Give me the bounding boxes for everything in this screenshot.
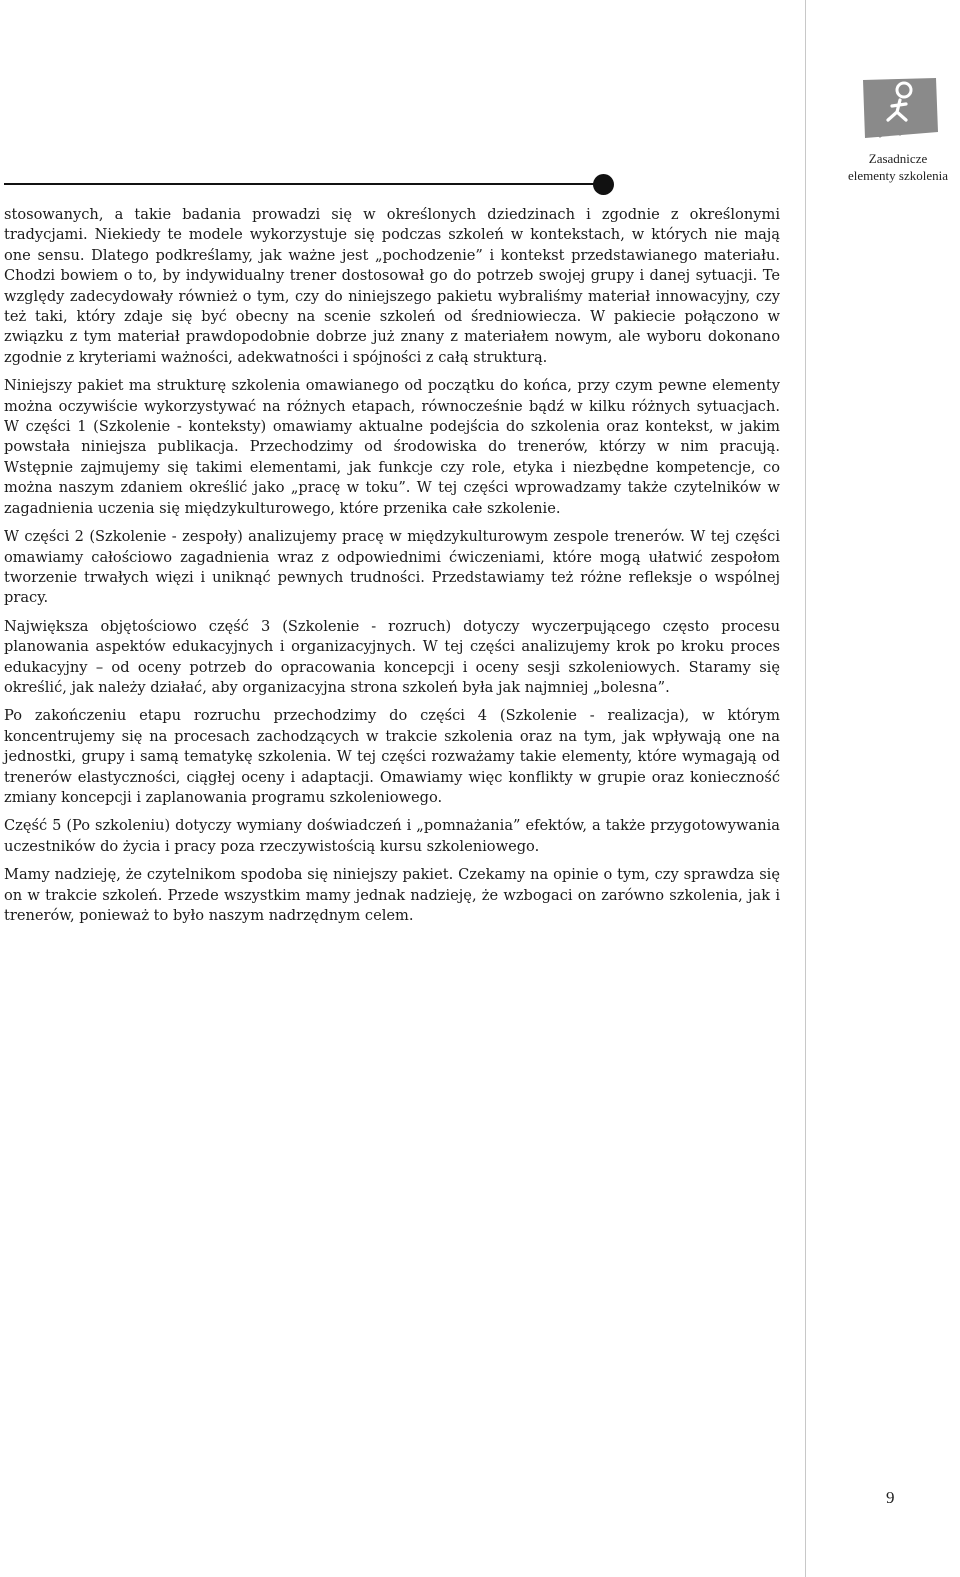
paragraph: W części 2 (Szkolenie - zespoły) analizujemy pracę w międzykulturowym zespole trenerów. W tej części omawiamy całościowo zagadnienia wraz z odpowiednimi ćwiczeniami, które mogą ułatwić zespołom tworzenie trwałych więzi i uniknąć pewnych trudności. Przedstawiamy też różne refleksje o wspólnej pracy. <box>4 528 780 607</box>
paragraph: Po zakończeniu etapu rozruchu przechodzimy do części 4 (Szkolenie - realizacja), w którym koncentrujemy się na procesach zachodzących w trakcie szkolenia oraz na tym, jak wpływają one na jednostki, grupy i samą tematykę szkolenia. W tej części rozważamy takie elementy, które wymagają od trenerów elastyczności, ciągłej oceny i adaptacji. Omawiamy więc konflikty w grupie oraz konieczność zmiany koncepcji i zaplanowania programu szkoleniowego. <box>4 707 780 806</box>
figure-under-circle-icon <box>860 76 940 144</box>
paragraph: Część 5 (Po szkoleniu) dotyczy wymiany doświadczeń i „pomnażania” efektów, a także przygotowywania uczestników do życia i pracy poza rzeczywistością kursu szkoleniowego. <box>4 817 780 855</box>
paragraph: Mamy nadzieję, że czytelnikom spodoba się niniejszy pakiet. Czekamy na opinie o tym, czy sprawdza się on w trakcie szkoleń. Przede wszystkim mamy jednak nadzieję, że wzbogaci on zarówno szkolenia, jak i trenerów, ponieważ to było naszym nadrzędnym celem. <box>4 866 780 924</box>
paragraph: stosowanych, a takie badania prowadzi się w określonych dziedzinach i zgodnie z określonymi tradycjami. Niekiedy te modele wykorzystuje się podczas szkoleń w kontekstach, w których nie mają one sensu. Dlatego podkreślamy, jak ważne jest „pochodzenie” i kontekst przedstawianego materiału. Chodzi bowiem o to, by indywidualny trener dostosował go do potrzeb swojej grupy i danej sytuacji. Te względy zadecydowały również o tym, czy do niniejszego pakietu wybraliśmy materiał innowacyjny, czy też taki, który zdaje się być obecny na scenie szkoleń od średniowiecza. W pakiecie połączono w związku z tym materiał prawdopodobnie dobrze już znany z materiałem nowym, ale wyboru dokonano zgodnie z kryteriami ważności, adekwatności i spójności z całą strukturą. <box>4 206 780 366</box>
paragraph: Największa objętościowo część 3 (Szkolenie - rozruch) dotyczy wyczerpującego często procesu planowania aspektów edukacyjnych i organizacyjnych. W tej części analizujemy krok po kroku proces edukacyjny – od oceny potrzeb do opracowania koncepcji i oceny sesji szkoleniowych. Staramy się określić, jak należy działać, aby organizacyjna strona szkoleń była jak najmniej „bolesna”. <box>4 617 780 696</box>
body-text <box>4 205 780 934</box>
section-label-line2: elementy szkolenia <box>848 168 948 183</box>
sidebar-divider <box>805 0 806 1577</box>
page-number: 9 <box>886 1488 895 1507</box>
paragraph: Niniejszy pakiet ma strukturę szkolenia omawianego od początku do końca, przy czym pewne elementy można oczywiście wykorzystywać na różnych etapach, równocześnie bądź w kilku różnych sytuacjach. W części 1 (Szkolenie - konteksty) omawiamy aktualne podejścia do szkolenia oraz kontekst, w jakim powstała niniejsza publikacja. Przechodzimy od środowiska do trenerów, którzy w nim pracują. Wstępnie zajmujemy się takimi elementami, jak funkcje czy role, etyka i niezbędne kompetencje, co można naszym zdaniem określić jako „pracę w toku”. W tej części wprowadzamy także czytelników w zagadnienia uczenia się międzykulturowego, które przenika całe szkolenie. <box>4 377 780 517</box>
section-label <box>836 150 960 184</box>
header-rule <box>4 183 602 185</box>
section-label-line1: Zasadnicze <box>868 151 928 166</box>
header-rule-dot <box>593 174 614 195</box>
